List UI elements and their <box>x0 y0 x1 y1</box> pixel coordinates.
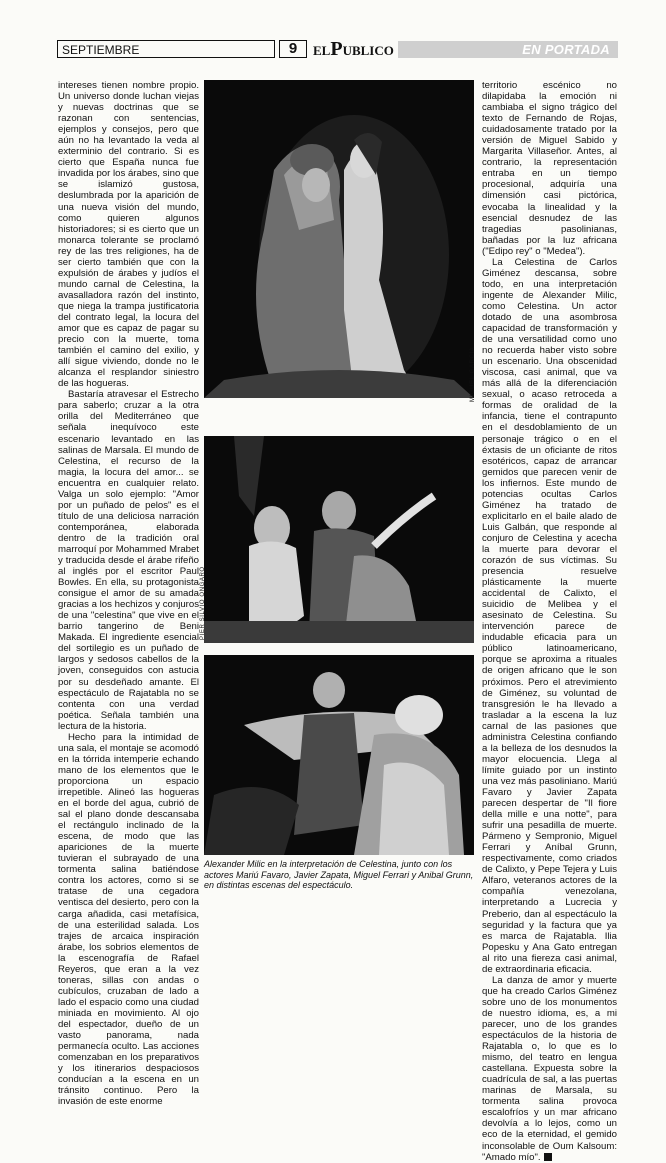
end-of-article-mark <box>544 1153 552 1161</box>
photo-caption: Alexander Milic en la interpretación de Celestina, junto con los actores Mariú Favaro, Javier Zapata, Miguel Ferrari y Anibal Grunn, en distintas escenas del espectáculo. <box>204 859 474 890</box>
right-paragraph-3-text: La danza de amor y muerte que ha creado Carlos Giménez sobre uno de los monumentos de nuestro idioma, es, a mi parecer, uno de los grandes espectáculos de la historia de Rajatabla o, lo que es lo mismo, del teatro en lengua castellana. Expuesta sobre la cuadrícula de sal, a las puertas marinas de Marsala, su tormenta salina provoca escalofríos y un mar africano devolvía a lo lejos, como un eco de la eternidad, el gemido inconsolable de Oum Kalsoum: "Amado mío". <box>482 974 617 1163</box>
photo-credit-middle: PIER SILVIO ONGARO <box>200 566 206 640</box>
left-paragraph-3: Hecho para la intimidad de una sala, el montaje se acomodó en la tórrida intemperie echando mano de los elementos que le proporciona un espacio irrepetible. Alineó las hogueras en el borde del agua, cubrió de sal el plano donde descansaba el rectángulo inclinado de la escena, de modo que las apariciones de la muerte tuvieran el subrayado de una tormenta salina batiéndose contra los actores, como si se tratase de una cegadora ventisca del desierto, pero con la carga añadida, casi metafísica, de una esterilidad salada. Los trajes de arcaica inspiración árabe, los sobrios elementos de la escenografía de Rafael Reyeros, que eran a la vez toneras, sillas con andas o cubículos, cruzaban de lado a lado el espacio como una ciudad miniada en movimiento. Al ojo del espectador, dueño de un vasto panorama, nada permanecía oculto. Las acciones comenzaban en los preparativos y los itinerarios despaciosos conducían a la escena en un tránsito continuo. Pero la invasión de este enorme <box>58 731 199 1108</box>
logo-initial: P <box>330 38 343 60</box>
page-number: 9 <box>279 40 307 58</box>
photo-2-illustration <box>204 436 474 643</box>
logo-rest: UBLICO <box>342 43 394 58</box>
photo-celestina-struggle <box>204 655 474 855</box>
month-label: SEPTIEMBRE <box>57 40 275 58</box>
photo-celestina-embrace <box>204 80 474 398</box>
publication-logo <box>313 38 393 60</box>
photo-credit-top: MIGUEL GARCIA <box>470 346 476 402</box>
section-tag: EN PORTADA <box>398 41 618 58</box>
right-text-column <box>482 80 617 1163</box>
photo-celestina-pointing <box>204 436 474 643</box>
left-paragraph-2: Bastaría atravesar el Estrecho para saberlo; cruzar a la otra orilla del Mediterráneo que señala inequívoco este escenario levantado en las salinas de Marsala. El mundo de Celestina, el recurso de la magia, la locura del amor... se encuentra en cualquier relato. Valga un solo ejemplo: "Amor por un puñado de pelos" es el título de una deliciosa narración contemporánea, elaborada dentro de la tradición oral marroquí por Mohammed Mrabet y traducida desde el árabe rifeño al inglés por el escritor Paul Bowles. En ella, su protagonista consigue el amor de su amada gracias a los hechizos y conjuros de una "celestina" que vive en el barrio tangerino de Beni Makada. El ingrediente esencial del sortilegio es un puñado de largos y sedosos cabellos de la joven, conseguidos con astucia por su desdeñado amante. El espectáculo de Rajatabla no se contenta con una verdad poética. Señala también una lectura de la historia. <box>58 389 199 732</box>
right-paragraph-2: La Celestina de Carlos Giménez descansa, sobre todo, en una interpretación ingente de Alexander Milic, como Celestina. Un actor dotado de una asombrosa capacidad de transformación y de una versatilidad como uno no recuerda haber visto sobre un escenario. Una obscenidad viscosa, casi animal, que va más allá de la diferenciación sexual, o acaso retroceda a formas de oralidad de la infancia, tiene el contrapunto en el desdoblamiento de un personaje trágico o en el éxtasis de un oficiante de ritos esotéricos, capaz de arrancar gemidos que parecen venir de los infiernos. Este mundo de potencias ocultas Carlos Giménez ha tratado de explicitarlo en el baile alado de Luis Galbán, que responde al conjuro de Celestina y acecha la muerte para devorar el corazón de sus víctimas. Su presencia resuelve plásticamente la muerte accidental de Calixto, el suicidio de Melibea y el asesinato de Celestina. Su intervención parece de indudable eficacia para un público latinoamericano, porque se aproxima a rituales de origen africano que le son próximos. Pero el atrevimiento de Giménez, su voluntad de transgresión le ha llevado a trasladar a la escena la luz carnal de las pasiones que administra Celestina confiando a la belleza de los desnudos la mayor elocuencia. Llega al límite guiado por un instinto una vez más pasoliniano. Mariú Favaro y Javier Zapata parecen despertar de "Il fiore della mille e una notte", para sufrir una pesadilla de muerte. Pármeno y Sempronio, Miguel Ferrari y Aníbal Grunn, respectivamente, como criados de Calixto, y Pepe Tejera y Luis Alfaro, veteranos actores de la compañía venezolana, interpretando a Lucrecia y Preberio, dan al espectáculo la seguridad y la factura que ya es marca de Rajatabla. Ilia Popesku y Ana Gato entregan al rito una fiereza casi animal, de extraordinaria eficacia. <box>482 256 617 975</box>
right-paragraph-1: territorio escénico no dilapidaba la emoción ni cambiaba el signo trágico del texto de Fernando de Rojas, cuidadosamente tratado por la versión de Miguel Sabido y Margarita Villaseñor. Antes, al contrario, la representación entraba en un tiempo procesional, adquiría una dimensión casi pictórica, evocaba la linealidad y la esencial desnudez de las tragedias pasolinianas, bañadas por la luz africana ("Edipo rey" o "Medea"). <box>482 80 617 257</box>
page-header <box>57 40 618 60</box>
right-paragraph-3 <box>482 975 617 1163</box>
left-paragraph-1: intereses tienen nombre propio. Un universo donde luchan viejas y nuevas doctrinas que se razonan con sentencias, ejemplos y consejos, pero que aún no ha levantado la veda al exterminio del contrario. Si es cierto que España nunca fue invadida por los árabes, sino que se islamizó gustosa, deslumbrada por la aparición de una nueva visión del mundo, como quieren algunos historiadores; si es cierto que un monarca tolerante se proclamó rey de las tres religiones, ha de ser cierto también que con la expulsión de árabes y judíos el mundo carnal de Celestina, la avasalladora razón del instinto, que niega la trampa justificatoria del contrato legal, la locura del amor que es capaz de pagar su precio con la muerte, toma también el camino del exilio, y allí sigue viviendo, donde no le alcanza el resplandor siniestro de las hogueras. <box>58 80 199 390</box>
photo-3-illustration <box>204 655 474 855</box>
left-text-column <box>58 80 199 1107</box>
photo-1-illustration <box>204 80 474 398</box>
logo-prefix: EL <box>313 43 331 58</box>
